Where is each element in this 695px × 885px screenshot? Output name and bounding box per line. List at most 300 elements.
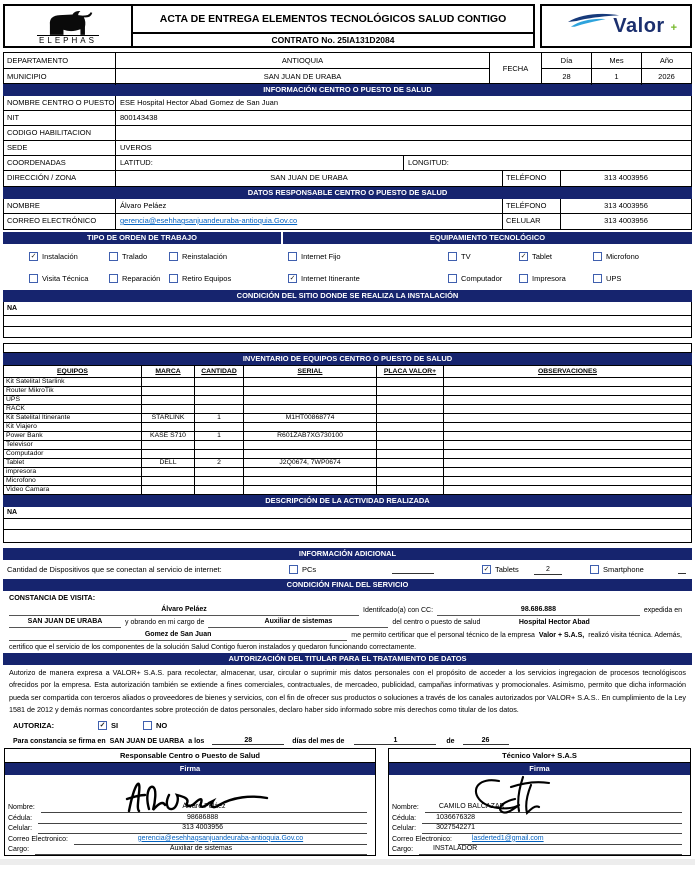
resp-correo-row [4, 214, 691, 229]
cell [142, 396, 195, 405]
checkbox-box[interactable] [288, 252, 297, 261]
constancia-line-2 [9, 616, 686, 629]
cell [142, 405, 195, 414]
municipio-label: MUNICIPIO [4, 69, 116, 85]
checkbox-label: Internet Fijo [301, 251, 341, 261]
table-row [4, 459, 692, 468]
checkbox-microfono[interactable] [593, 252, 692, 261]
sede-row [4, 141, 691, 156]
checkbox-si[interactable] [98, 721, 138, 730]
checkbox-box[interactable] [169, 252, 178, 261]
checkbox-pcs[interactable] [289, 565, 344, 574]
centro-table [3, 96, 692, 187]
cell [142, 477, 195, 486]
checkbox-box[interactable] [482, 565, 491, 574]
firma-text: de [446, 737, 455, 745]
departamento-row [4, 53, 489, 69]
section-inventario-header: INVENTARIO DE EQUIPOS CENTRO O PUESTO DE SALUD [3, 353, 692, 365]
longitud-field[interactable] [458, 156, 691, 170]
checkbox-instalacion[interactable] [29, 252, 109, 261]
panel-tecnico [388, 748, 691, 857]
constancia-line-1 [9, 603, 686, 616]
inventory-header-row [4, 366, 692, 378]
cell: DELL [142, 459, 195, 468]
autoriza-row [3, 719, 692, 733]
page-footer-strip [0, 859, 695, 865]
empty-row[interactable] [3, 327, 692, 338]
field-celular [389, 824, 690, 835]
checkbox-retiro-equipos[interactable] [169, 274, 288, 283]
field-value: 313 4003956 [38, 823, 367, 834]
latitud-label: LATITUD: [120, 158, 153, 167]
cell: R601ZAB7XG730100 [244, 432, 377, 441]
constancia-text: y obrando en mi cargo de [125, 619, 205, 626]
constancia-cc: 98.686.888 [437, 604, 640, 616]
longitud-label: LONGITUD: [408, 158, 449, 167]
elephas-logo [5, 6, 133, 46]
constancia-text: realizó visita técnica. Además, [588, 631, 682, 639]
cell [377, 432, 444, 441]
signature-panels [3, 748, 692, 857]
telefono-label: TELÉFONO [502, 171, 560, 186]
cell [142, 450, 195, 459]
firma-day: 28 [212, 737, 284, 745]
checkbox-label: Microfono [606, 251, 639, 261]
checkbox-reparacion[interactable] [109, 274, 169, 283]
device-count-row [3, 560, 692, 579]
cell: impresora [4, 468, 142, 477]
col-serial: SERIAL [244, 366, 377, 378]
field-label: Nombre: [8, 804, 35, 812]
field-label: Cargo: [8, 846, 30, 854]
constancia-text: Identifcado(a) con CC: [363, 606, 434, 614]
signature-handwriting-right [459, 771, 579, 819]
ano-label: Año [659, 56, 674, 65]
checkbox-label: NO [156, 721, 168, 731]
tablets-count-field[interactable]: 2 [534, 565, 562, 575]
cell [444, 432, 692, 441]
constancia-label: CONSTANCIA DE VISITA: [9, 593, 96, 602]
section-autorizacion-header: AUTORIZACIÓN DEL TITULAR PARA EL TRATAMIENTO DE DATOS [3, 653, 692, 665]
col-placa: PLACA VALOR+ [377, 366, 444, 378]
cell: 1 [195, 414, 244, 423]
table-row [4, 486, 692, 495]
cell [444, 468, 692, 477]
checkmark: ✓ [483, 566, 490, 573]
checkbox-box[interactable] [448, 252, 457, 261]
cell [195, 441, 244, 450]
checkbox-label: Impresora [532, 273, 566, 283]
empty-row[interactable] [3, 530, 692, 543]
cell: Kit Viajero [4, 423, 142, 432]
section-responsable-header: DATOS RESPONSABLE CENTRO O PUESTO DE SALUD [3, 187, 692, 199]
checkbox-label: Smartphone [603, 565, 644, 574]
nombre-centro-label: NOMBRE CENTRO O PUESTO [4, 96, 116, 110]
cell [377, 459, 444, 468]
checkbox-box[interactable] [288, 274, 297, 283]
cell: KASE S710 [142, 432, 195, 441]
dia-value: 28 [542, 69, 592, 85]
resp-nombre-value: Álvaro Peláez [120, 201, 167, 210]
section-actividad-header: DESCRIPCIÓN DE LA ACTIVIDAD REALIZADA [3, 495, 692, 507]
section-equipamiento-header: EQUIPAMIENTO TECNOLÓGICO [281, 232, 692, 244]
nit-label: NIT [4, 111, 116, 125]
cell [444, 459, 692, 468]
checkbox-box[interactable] [29, 274, 38, 283]
nombre-centro-row [4, 96, 691, 111]
col-cantidad: CANTIDAD [195, 366, 244, 378]
cell [444, 378, 692, 387]
firma-year: 26 [463, 737, 509, 745]
checkbox-label: Retiro Equipos [182, 273, 232, 283]
cell: Microfono [4, 477, 142, 486]
valor-wordmark: Valor [613, 14, 665, 37]
checkbox-reinstalacion[interactable] [169, 252, 288, 261]
telefono-value: 313 4003956 [560, 171, 691, 186]
firma-constancia-line [3, 733, 692, 745]
cell [244, 405, 377, 414]
resp-telefono-label: TELÉFONO [502, 199, 560, 213]
checkbox-label: PCs [302, 565, 317, 574]
checkbox-label: Reparación [122, 273, 161, 283]
field-label: Cédula: [392, 814, 417, 822]
checkbox-row-1 [3, 246, 692, 266]
sede-value: UVEROS [120, 143, 152, 152]
cell [195, 468, 244, 477]
constancia-hospital: Hospital Hector Abad [518, 619, 590, 626]
cell [444, 450, 692, 459]
cell [195, 450, 244, 459]
resp-correo-wrap [116, 214, 691, 229]
constancia-line-3 [9, 628, 686, 641]
section-final-header: CONDICIÓN FINAL DEL SERVICIO [3, 579, 692, 591]
cell [377, 405, 444, 414]
cell [377, 414, 444, 423]
email-link[interactable]: lasderted1@gmail.com [458, 834, 682, 845]
autoriza-label: AUTORIZA: [13, 721, 55, 731]
cell [444, 486, 692, 495]
firma-text: Para constancia se firma en [13, 737, 106, 745]
checkmark: ✓ [99, 722, 106, 730]
constancia-text: del centro o puesto de salud [392, 619, 481, 626]
field-value: 1036676328 [422, 813, 682, 824]
field-label: Correo Electronico: [392, 835, 452, 843]
checkbox-tralado[interactable] [109, 252, 169, 261]
checkbox-label: Computador [461, 273, 503, 283]
section-orden-header: TIPO DE ORDEN DE TRABAJO [3, 232, 281, 244]
cell [377, 441, 444, 450]
cell: Router MikroTik [4, 387, 142, 396]
section-centro-header: INFORMACIÓN CENTRO O PUESTO DE SALUD [3, 84, 692, 96]
cell [142, 468, 195, 477]
table-row [4, 423, 692, 432]
checkbox-label: Visita Técnica [42, 273, 89, 283]
checkbox-row-2 [3, 268, 692, 288]
cell [195, 387, 244, 396]
actividad-value[interactable]: NA [3, 507, 692, 519]
codigo-row [4, 126, 691, 141]
order-equipment-headers [3, 232, 692, 244]
checkmark: ✓ [520, 252, 527, 260]
mes-label: Mes [592, 53, 642, 68]
constancia-cargo: Auxiliar de sistemas [208, 616, 388, 628]
nit-value: 800143438 [120, 113, 158, 122]
fecha-value-row [542, 69, 691, 85]
cell: Power Bank [4, 432, 142, 441]
cell [244, 396, 377, 405]
table-row [4, 450, 692, 459]
cell: 2 [195, 459, 244, 468]
cell: Tablet [4, 459, 142, 468]
cell [244, 477, 377, 486]
responsable-table [3, 199, 692, 230]
cell [377, 450, 444, 459]
cell [142, 486, 195, 495]
contract-number: CONTRATO No. 25IA131D2084 [133, 32, 533, 46]
field-label: Correo Electronico: [8, 835, 68, 843]
nombre-centro-value: ESE Hospital Hector Abad Gomez de San Juan [120, 98, 279, 107]
table-row [4, 477, 692, 486]
signature-area-right[interactable] [389, 775, 690, 803]
table-row [4, 378, 692, 387]
field-correo [389, 834, 690, 845]
checkbox-box[interactable] [519, 252, 528, 261]
empty-row[interactable] [3, 519, 692, 530]
cell [377, 468, 444, 477]
fecha-label: FECHA [489, 53, 541, 83]
checkbox-box[interactable] [289, 565, 298, 574]
firma-bar: Firma [389, 763, 690, 775]
checkbox-label: Instalación [42, 251, 78, 261]
panel-tecnico-title: Técnico Valor+ S.A.S [389, 749, 690, 763]
fecha-header-row [542, 53, 691, 69]
latitud-field[interactable] [170, 156, 404, 170]
table-row [4, 441, 692, 450]
checkbox-internet-fijo[interactable] [288, 252, 448, 261]
checkbox-box[interactable] [29, 252, 38, 261]
resp-correo-link[interactable]: gerencia@esehhagsanjuandeuraba-antioquia.Gov.co [120, 216, 298, 225]
table-row [4, 405, 692, 414]
fecha-values [541, 53, 691, 83]
location-rows [4, 53, 489, 83]
checkbox-box[interactable] [593, 252, 602, 261]
direccion-row [4, 171, 691, 186]
constancia-text: certifico que el servicio de los componentes de la solución Salud Contigo fueron instalados y quedaron funcionando correctamente. [9, 644, 417, 651]
cell: M1HT00868774 [244, 414, 377, 423]
resp-telefono-value: 313 4003956 [560, 199, 691, 213]
autorizacion-body: Autorizo de manera expresa a VALOR+ S.A.S. para recolectar, almacenar, usar, circular o suprimir mis datos personales con el propósito de acceder a los servicios ingregacion de procesos tecnológiscos ofrecidos por la empresa. Esta autorización también se extiende a fines comerciales, contractuales, de mercadeo, publicidad, campañas informativas y promocionales. Asimismo, permito que dicha información pueda ser compartida con terceros aliados o proveedores de bienes y servicios, con el fin de ofrecer sus productos o soluciones a través de los canales autorizados por VALOR+ S.A.S.. En cumplimiento de la Ley 1581 de 2012 y demás normas concordantes sobre protección de datos personales, declaro haber sido informado sobre mis derechos como titular de los datos. [9, 668, 686, 715]
checkbox-ups[interactable] [593, 274, 692, 283]
cell [377, 387, 444, 396]
sitio-value[interactable]: NA [3, 302, 692, 316]
checkbox-tablet[interactable] [519, 252, 593, 261]
panel-responsable [4, 748, 376, 857]
smartphone-count-field[interactable] [678, 565, 686, 574]
cell: Televisor [4, 441, 142, 450]
cell [377, 477, 444, 486]
constancia-ciudad: SAN JUAN DE URABA [9, 616, 121, 628]
checkbox-box[interactable] [98, 721, 107, 730]
field-cargo [5, 845, 375, 856]
checkbox-tablets[interactable] [482, 565, 534, 574]
checkbox-box[interactable] [169, 274, 178, 283]
field-celular [5, 824, 375, 835]
section-sitio-header: CONDICIÓN DEL SITIO DONDE SE REALIZA LA INSTALACIÓN [3, 290, 692, 302]
cell [195, 477, 244, 486]
cell [195, 378, 244, 387]
field-label: Cédula: [8, 814, 33, 822]
resp-celular-value: 313 4003956 [560, 214, 691, 229]
cell: UPS [4, 396, 142, 405]
direccion-value: SAN JUAN DE URABA [270, 173, 348, 182]
field-value: Álvaro Peláez [41, 802, 367, 813]
constancia-empresa: Valor + S.A.S, [538, 631, 585, 639]
panel-responsable-title: Responsable Centro o Puesto de Salud [5, 749, 375, 763]
cell [444, 423, 692, 432]
checkbox-box[interactable] [519, 274, 528, 283]
cell [195, 486, 244, 495]
coordenadas-row [4, 156, 691, 171]
resp-nombre-row [4, 199, 691, 214]
cell [244, 486, 377, 495]
checkbox-box[interactable] [109, 274, 118, 283]
municipio-value: SAN JUAN DE URABA [263, 72, 342, 81]
device-prompt: Cantidad de Dispositivos que se conectan al servicio de internet: [7, 565, 222, 574]
cell [195, 405, 244, 414]
firma-text: a los [188, 737, 205, 745]
direccion-value-wrap [116, 171, 691, 186]
cell [244, 378, 377, 387]
checkbox-label: Tablets [495, 565, 519, 574]
checkbox-box[interactable] [143, 721, 152, 730]
checkbox-computador[interactable] [448, 274, 519, 283]
checkbox-box[interactable] [448, 274, 457, 283]
municipio-row [4, 69, 489, 85]
cell [444, 477, 692, 486]
resp-celular-label: CELULAR [502, 214, 560, 229]
cell [377, 486, 444, 495]
cell: Kit Satelital Starlink [4, 378, 142, 387]
elephant-icon [38, 10, 98, 36]
cell [142, 387, 195, 396]
header [3, 4, 692, 48]
checkbox-internet-itinerante[interactable] [288, 274, 448, 283]
empty-row[interactable] [3, 343, 692, 353]
field-label: Celular: [392, 825, 417, 833]
cell: J2Q0674, 7WP0674 [244, 459, 377, 468]
checkbox-box[interactable] [590, 565, 599, 574]
checkbox-label: Reinstalación [182, 251, 228, 261]
direccion-label: DIRECCIÓN / ZONA [4, 171, 116, 186]
cell [244, 387, 377, 396]
cell [244, 423, 377, 432]
table-row [4, 432, 692, 441]
col-equipos: EQUIPOS [4, 366, 142, 378]
resp-nombre-label: NOMBRE [4, 199, 116, 213]
elephas-wordmark: ELEPHAS [39, 35, 97, 45]
cell: Computador [4, 450, 142, 459]
firma-bar: Firma [5, 763, 375, 775]
field-label: Cargo: [392, 846, 414, 854]
table-row [4, 468, 692, 477]
field-cargo [389, 845, 690, 856]
cell [444, 387, 692, 396]
checkbox-impresora[interactable] [519, 274, 593, 283]
field-label: Celular: [8, 825, 33, 833]
email-link[interactable]: gerencia@esehhagsanjuandeuraba-antioquia.Gov.co [74, 834, 367, 845]
section-adicional-header: INFORMACIÓN ADICIONAL [3, 548, 692, 560]
resp-correo-label: CORREO ELECTRÓNICO [4, 214, 116, 229]
col-observaciones: OBSERVACIONES [444, 366, 692, 378]
title-box [133, 6, 533, 46]
constancia-nombre: Álvaro Peláez [9, 604, 359, 616]
field-label: Nombre: [392, 804, 419, 812]
checkbox-label: Internet Itinerante [301, 273, 360, 283]
empty-row[interactable] [3, 316, 692, 327]
checkmark: ✓ [30, 252, 37, 260]
firma-city: SAN JUAN DE UARBA [109, 737, 185, 745]
checkbox-smartphone[interactable] [590, 565, 678, 574]
cell [195, 396, 244, 405]
checkbox-label: UPS [606, 273, 622, 283]
checkbox-no[interactable] [143, 721, 183, 730]
sede-label: SEDE [4, 141, 116, 155]
cell [444, 405, 692, 414]
checkbox-box[interactable] [593, 274, 602, 283]
dia-label: Día [542, 53, 592, 68]
cell [195, 423, 244, 432]
coordenadas-value [116, 156, 691, 170]
firma-text: días del mes de [292, 737, 345, 745]
checkmark: ✓ [289, 274, 296, 282]
pcs-count-field[interactable] [392, 565, 434, 574]
mes-value: 1 [592, 69, 642, 85]
ano-value: 2026 [658, 72, 675, 81]
cell: Kit Satelital Itinerante [4, 414, 142, 423]
signature-area-left[interactable] [5, 775, 375, 803]
checkbox-label: TV [461, 251, 471, 261]
constancia-text: me permito certificar que el personal técnico de la empresa [351, 631, 535, 639]
cell [444, 396, 692, 405]
constancia-hospital-2: Gomez de San Juan [9, 629, 347, 641]
cell [444, 414, 692, 423]
cell [444, 441, 692, 450]
constancia-line-4 [9, 641, 686, 654]
nit-row [4, 111, 691, 126]
checkbox-tv[interactable] [448, 252, 519, 261]
resp-nombre-wrap [116, 199, 691, 213]
constancia-text: expedida en [643, 606, 682, 614]
cell [377, 378, 444, 387]
col-marca: MARCA [142, 366, 195, 378]
field-value: INSTALADOR [419, 844, 682, 855]
field-correo [5, 834, 375, 845]
location-date-block [3, 52, 692, 84]
field-value: CAMILO BALCAZAR [425, 802, 682, 813]
checkbox-box[interactable] [109, 252, 118, 261]
cell [377, 396, 444, 405]
checkbox-visita-tecnica[interactable] [29, 274, 109, 283]
cell [377, 423, 444, 432]
cell [142, 378, 195, 387]
checkbox-label: SI [111, 721, 119, 731]
codigo-value [116, 126, 691, 140]
cell [142, 441, 195, 450]
cell: 1 [195, 432, 244, 441]
signature-handwriting-left [115, 773, 275, 819]
checkbox-label: Tralado [122, 251, 148, 261]
cell [244, 450, 377, 459]
